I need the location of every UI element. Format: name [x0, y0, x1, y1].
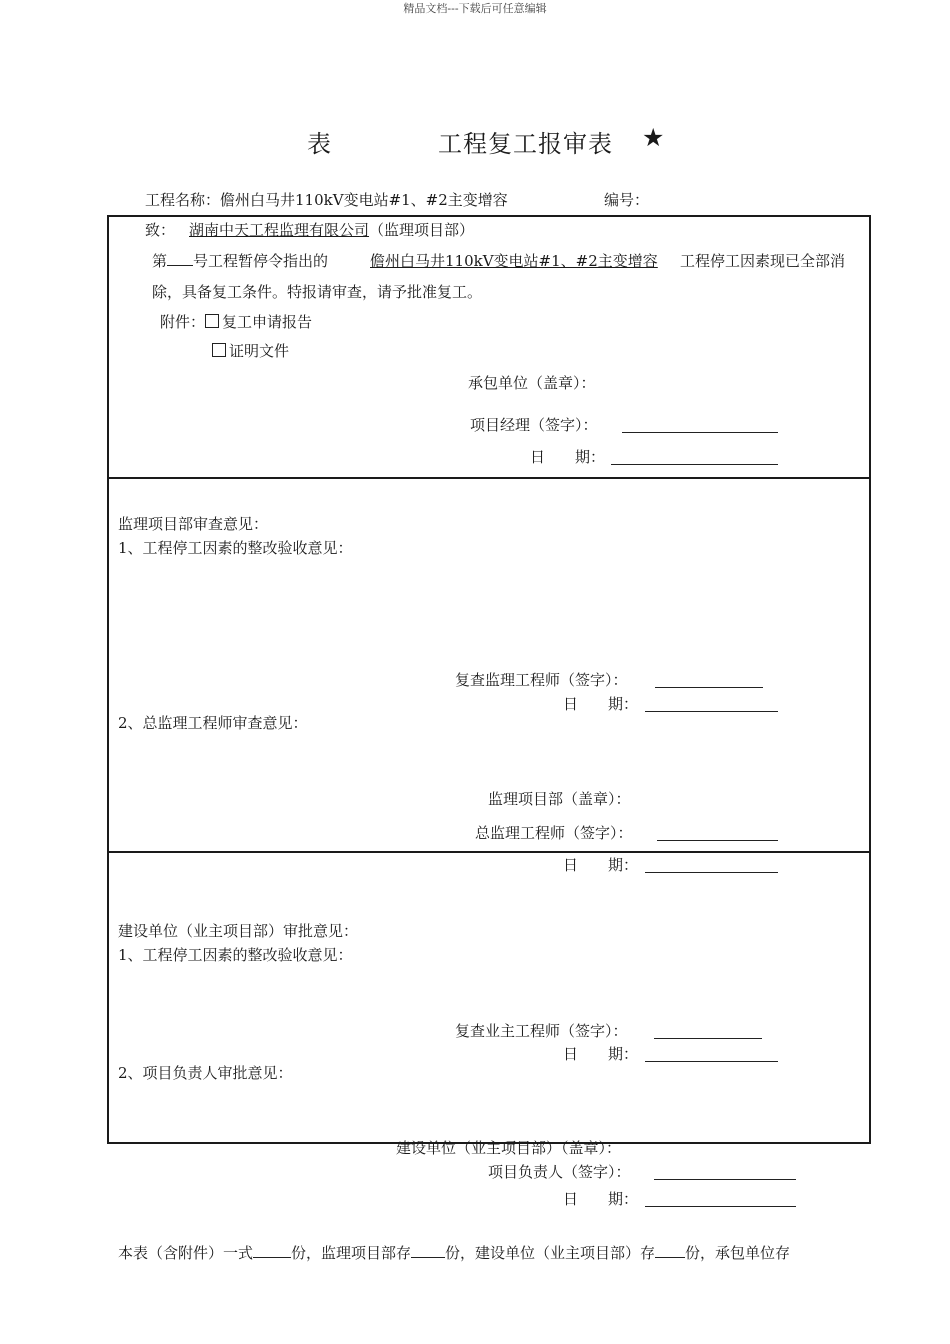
owner-review-item-2: 2、项目负责人审批意见： — [118, 1064, 293, 1082]
project-leader-sign-blank[interactable] — [654, 1178, 796, 1180]
supervisor-company: 湖南中天工程监理有限公司 — [189, 221, 370, 239]
project-name-field — [145, 189, 508, 210]
section3-date2-blank[interactable] — [645, 1205, 796, 1207]
footer-part-2: 份，监理项目部存 — [291, 1244, 412, 1262]
section3-date1-label: 日 期： — [563, 1045, 639, 1063]
request-line-2: 除，具备复工条件。特报请审查，请予批准复工。 — [152, 283, 483, 301]
footer-note — [118, 1242, 790, 1263]
order-number-blank[interactable] — [167, 264, 193, 266]
page-title: 工程复工报审表 — [438, 130, 613, 158]
request-line-1-suffix: 工程停工因素现已全部消 — [680, 252, 846, 270]
review-engineer-sign-label: 复查监理工程师（签字）： — [455, 671, 628, 689]
review-engineer-sign-blank[interactable] — [655, 686, 763, 688]
header-note: 精品文档---下载后可任意编辑 — [403, 2, 547, 15]
owner-engineer-sign-blank[interactable] — [654, 1037, 762, 1039]
section-divider-2 — [107, 851, 869, 853]
owner-seal-label: 建设单位（业主项目部）（盖章）： — [396, 1139, 622, 1157]
footer-copies-blank[interactable] — [253, 1256, 291, 1258]
footer-part-4: 份，承包单位存 — [685, 1244, 791, 1262]
section3-date1-blank[interactable] — [645, 1060, 778, 1062]
request-line-1 — [152, 250, 328, 271]
attach-proof-label: 证明文件 — [229, 342, 290, 360]
addressee-line — [145, 219, 474, 240]
attach-report-checkbox[interactable] — [205, 314, 219, 328]
section2-date2-label: 日 期： — [563, 856, 639, 874]
section1-date-blank[interactable] — [611, 463, 778, 465]
number-label: 编号： — [604, 191, 650, 209]
section2-date1-label: 日 期： — [563, 695, 639, 713]
supervisor-review-heading: 监理项目部审查意见： — [118, 515, 269, 533]
attach-report-label: 复工申请报告 — [222, 313, 313, 331]
chief-engineer-sign-blank[interactable] — [657, 839, 778, 841]
owner-review-heading: 建设单位（业主项目部）审批意见： — [118, 922, 359, 940]
footer-part-3: 份，建设单位（业主项目部）存 — [445, 1244, 656, 1262]
project-name-value: 儋州白马井110kV变电站#1、#2主变增容 — [220, 191, 508, 209]
supervisor-review-item-1: 1、工程停工因素的整改验收意见： — [118, 539, 353, 557]
owner-engineer-sign-label: 复查业主工程师（签字）： — [455, 1022, 628, 1040]
attachment-line-2 — [212, 340, 289, 361]
star-icon: ★ — [642, 123, 665, 152]
project-leader-sign-label: 项目负责人（签字）： — [488, 1163, 631, 1181]
section3-date2-label: 日 期： — [563, 1190, 639, 1208]
attach-label: 附件： — [160, 313, 206, 331]
owner-review-item-1: 1、工程停工因素的整改验收意见： — [118, 946, 353, 964]
section1-date-label: 日 期： — [530, 448, 606, 466]
supervisor-review-item-2: 2、总监理工程师审查意见： — [118, 714, 308, 732]
order-mid: 号工程暂停令指出的 — [193, 252, 329, 270]
section2-date2-blank[interactable] — [645, 871, 778, 873]
footer-owner-copies-blank[interactable] — [655, 1256, 685, 1258]
request-project-name: 儋州白马井110kV变电站#1、#2主变增容 — [370, 252, 658, 270]
footer-supervisor-copies-blank[interactable] — [411, 1256, 445, 1258]
attachment-line-1 — [160, 311, 312, 332]
title-prefix: 表 — [307, 130, 331, 158]
supervisor-suffix: （监理项目部） — [369, 221, 475, 239]
to-label: 致： — [145, 221, 176, 239]
pm-sign-label: 项目经理（签字）： — [470, 416, 598, 434]
footer-part-1: 本表（含附件）一式 — [118, 1244, 254, 1262]
supervisor-dept-seal-label: 监理项目部（盖章）： — [488, 790, 631, 808]
attach-proof-checkbox[interactable] — [212, 343, 226, 357]
section-divider-1 — [107, 477, 869, 479]
chief-engineer-sign-label: 总监理工程师（签字）： — [475, 824, 633, 842]
contractor-seal-label: 承包单位（盖章）： — [468, 374, 596, 392]
pm-sign-blank[interactable] — [622, 431, 778, 433]
order-prefix: 第 — [152, 252, 168, 270]
section2-date1-blank[interactable] — [645, 710, 778, 712]
project-name-label: 工程名称： — [145, 191, 221, 209]
